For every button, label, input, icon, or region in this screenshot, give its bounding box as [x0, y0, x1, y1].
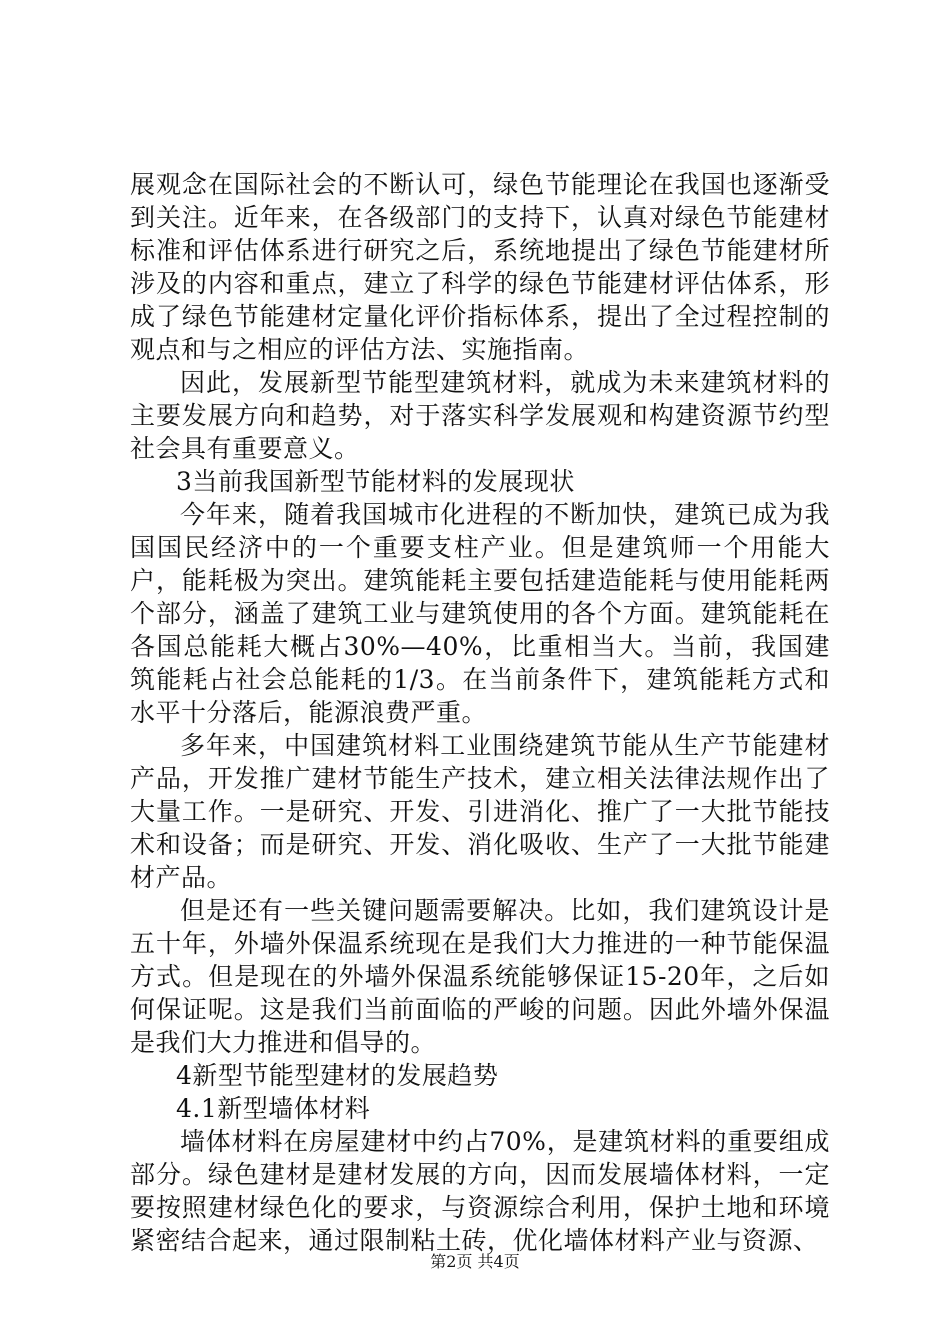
subsection-heading-4-1: 4.1新型墙体材料	[176, 1094, 371, 1123]
paragraph-3: 今年来，随着我国城市化进程的不断加快，建筑已成为我国国民经济中的一个重要支柱产业。但是建筑师一个用能大户，能耗极为突出。建筑能耗主要包括建造能耗与使用能耗两个部分，涵盖了建筑工业与建筑使用的各个方面。建筑能耗在各国总能耗大概占30%—40%，比重相当大。当前，我国建筑能耗占社会总能耗的1/3。在当前条件下，建筑能耗方式和水平十分落后，能源浪费严重。	[130, 500, 830, 727]
section-heading-3: 3当前我国新型节能材料的发展现状	[176, 467, 575, 496]
page-body	[130, 168, 830, 1257]
paragraph-5: 但是还有一些关键问题需要解决。比如，我们建筑设计是五十年，外墙外保温系统现在是我们大力推进的一种节能保温方式。但是现在的外墙外保温系统能够保证15-20年，之后如何保证呢。这是我们当前面临的严峻的问题。因此外墙外保温是我们大力推进和倡导的。	[130, 896, 830, 1057]
paragraph-1: 展观念在国际社会的不断认可，绿色节能理论在我国也逐渐受到关注。近年来，在各级部门的支持下，认真对绿色节能建材标准和评估体系进行研究之后，系统地提出了绿色节能建材所涉及的内容和重点，建立了科学的绿色节能建材评估体系，形成了绿色节能建材定量化评价指标体系，提出了全过程控制的观点和与之相应的评估方法、实施指南。	[130, 170, 830, 364]
paragraph-6: 墙体材料在房屋建材中约占70%，是建筑材料的重要组成部分。绿色建材是建材发展的方向，因而发展墙体材料，一定要按照建材绿色化的要求，与资源综合利用，保护土地和环境紧密结合起来，通过限制粘土砖，优化墙体材料产业与资源、	[130, 1127, 830, 1255]
section-heading-4: 4新型节能型建材的发展趋势	[176, 1061, 499, 1090]
page-number-label: 第2页 共4页	[430, 1252, 520, 1271]
paragraph-2: 因此，发展新型节能型建筑材料，就成为未来建筑材料的主要发展方向和趋势，对于落实科学发展观和构建资源节约型社会具有重要意义。	[130, 368, 830, 463]
paragraph-4: 多年来，中国建筑材料工业围绕建筑节能从生产节能建材产品，开发推广建材节能生产技术，建立相关法律法规作出了大量工作。一是研究、开发、引进消化、推广了一大批节能技术和设备；而是研究、开发、消化吸收、生产了一大批节能建材产品。	[130, 731, 830, 892]
page-footer	[0, 1252, 950, 1272]
